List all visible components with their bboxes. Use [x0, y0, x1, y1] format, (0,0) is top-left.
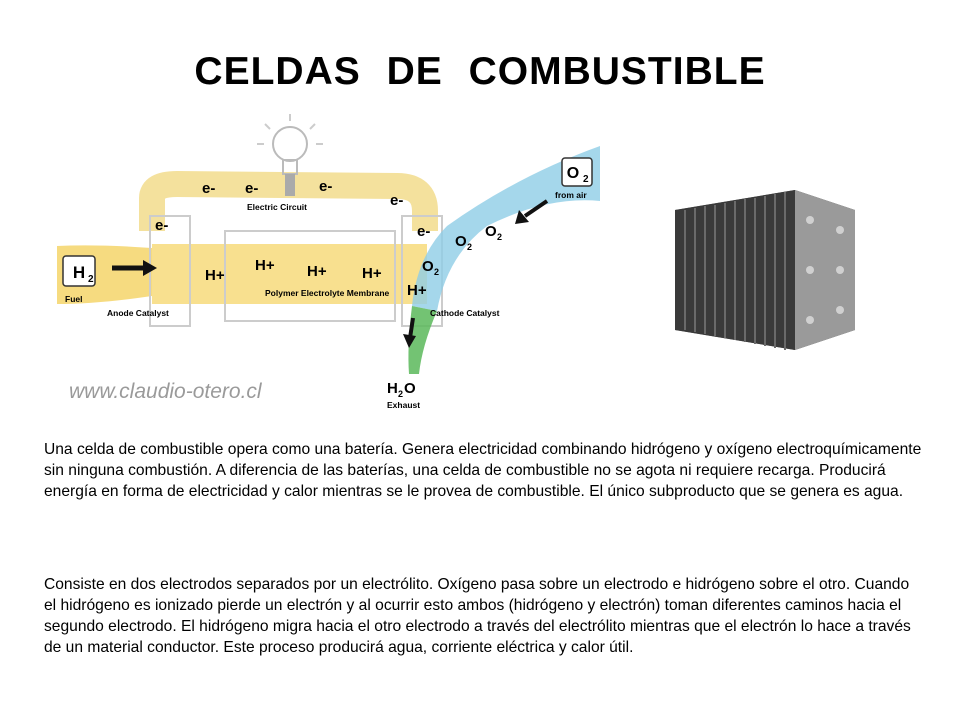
svg-text:O: O: [485, 223, 497, 240]
from-air-label: from air: [555, 190, 587, 200]
electron-label: e-: [319, 178, 333, 195]
process-paragraph: Consiste en dos electrodos separados por un electrólito. Oxígeno pasa sobre un electrodo e hidrógeno sobre el otro. Cuando el hidrógeno es ionizado pierde un electrón y al ocurrir esto ambos (hidrógeno y electrón) toman diferentes caminos hacia el segundo electrodo. El hidrógeno migra hacia el otro electrodo a través del electrólito mientras que el electrón lo hace a través de un material conductor. Este proceso producirá agua, corriente eléctrica y calor útil.: [44, 576, 911, 656]
h2-label: H: [72, 263, 86, 282]
svg-text:O: O: [404, 380, 416, 397]
svg-text:O: O: [422, 258, 434, 275]
fuel-cell-stack-photo: [655, 180, 875, 360]
electron-label: e-: [390, 192, 404, 209]
watermark: www.claudio-otero.cl: [69, 380, 262, 403]
svg-text:2: 2: [467, 242, 473, 252]
fuel-cell-diagram: [57, 106, 600, 416]
fuel-label: Fuel: [65, 294, 83, 304]
svg-text:O: O: [455, 233, 467, 250]
svg-text:2: 2: [88, 274, 94, 285]
electron-label: e-: [202, 180, 216, 197]
proton-label: H+: [362, 265, 382, 282]
intro-paragraph: Una celda de combustible opera como una batería. Genera electricidad combinando hidrógeno y oxígeno electroquímicamente sin ninguna combustión. A diferencia de las baterías, una celda de combustible no se agota ni requiere recarga. Producirá energía en forma de electricidad y calor mientras se le provea de combustible. El único subproducto que se genera es agua.: [44, 441, 922, 500]
cathode-label: Cathode Catalyst: [430, 308, 500, 318]
circuit-label: Electric Circuit: [247, 202, 307, 212]
proton-label: H+: [307, 263, 327, 280]
proton-label: H+: [407, 282, 427, 299]
slide-title: CELDAS DE COMBUSTIBLE: [194, 50, 766, 93]
proton-label: H+: [205, 267, 225, 284]
svg-text:2: 2: [583, 174, 589, 185]
svg-text:2: 2: [434, 267, 440, 277]
electron-label: e-: [245, 180, 259, 197]
proton-label: H+: [255, 257, 275, 274]
anode-label: Anode Catalyst: [107, 308, 169, 318]
svg-text:H: H: [387, 380, 398, 397]
svg-text:2: 2: [497, 232, 503, 242]
membrane-label: Polymer Electrolyte Membrane: [265, 288, 390, 298]
exhaust-label: Exhaust: [387, 400, 421, 410]
svg-text:2: 2: [398, 389, 404, 399]
electron-label: e-: [417, 223, 431, 240]
electron-label: e-: [155, 217, 169, 234]
o2-label: O: [566, 165, 580, 182]
